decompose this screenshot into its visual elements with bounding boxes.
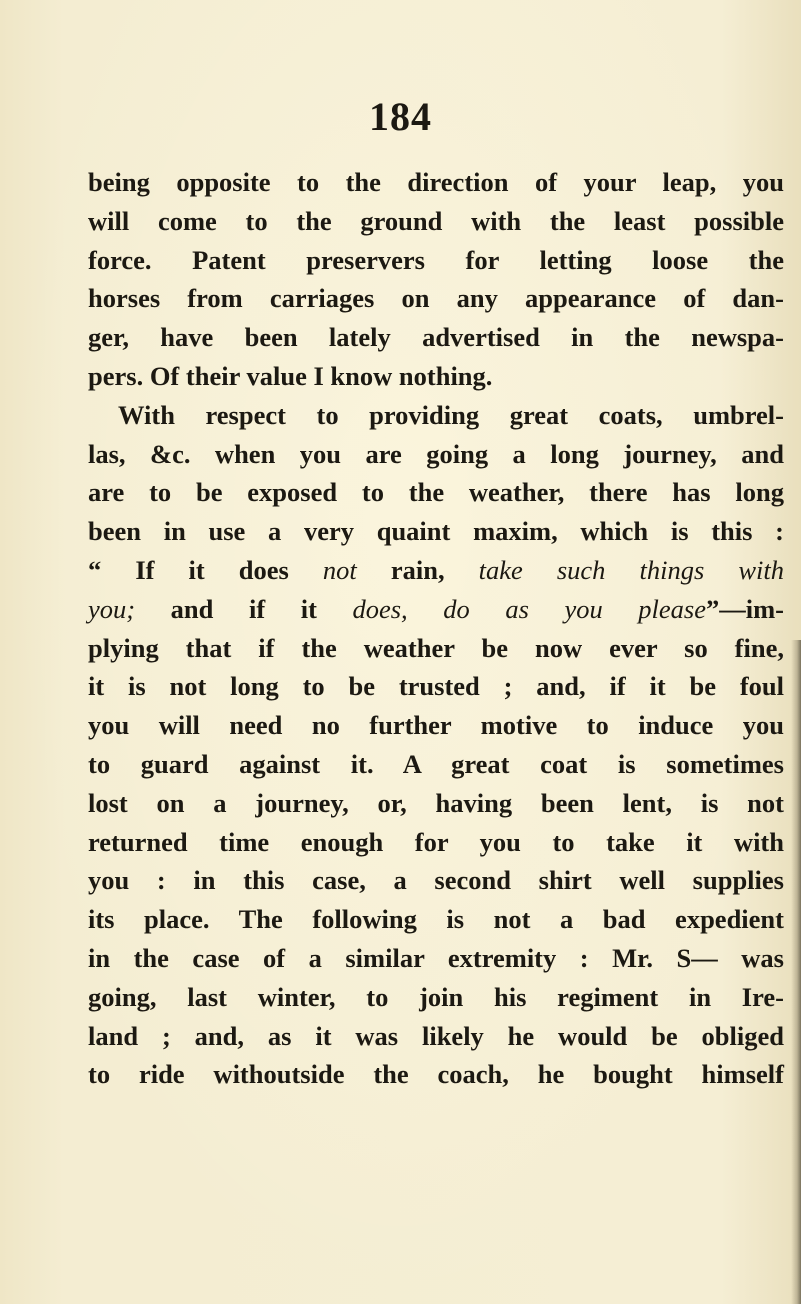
text-line: lost on a journey, or, having been lent, is not <box>88 787 784 818</box>
italic-segment: you; <box>88 593 136 624</box>
text-line: you : in this case, a second shirt well supplies <box>88 865 784 896</box>
text-segment <box>408 594 444 624</box>
text-line <box>88 590 784 629</box>
text-line: in the case of a similar extremity : Mr. S— was <box>88 942 784 973</box>
italic-segment: take such things with <box>478 554 784 585</box>
text-segment: and if it <box>135 593 353 624</box>
text-line: being opposite to the direction of your leap, you <box>88 167 784 197</box>
text-line: are to be exposed to the weather, there has long <box>88 477 784 508</box>
text-segment: rain, <box>356 554 479 585</box>
text-line: pers. Of their value I know nothing. <box>88 360 493 391</box>
text-line: plying that if the weather be now ever so fine, <box>88 632 784 663</box>
italic-segment: do as you please <box>443 593 706 624</box>
page-edge-shadow <box>791 640 801 1304</box>
text-line: With respect to providing great coats, umbrel- <box>118 399 784 430</box>
text-segment: ”—im- <box>705 593 784 624</box>
text-line: horses from carriages on any appearance of dan- <box>88 283 784 314</box>
page-number: 184 <box>369 94 432 139</box>
text-line: land ; and, as it was likely he would be obliged <box>88 1020 784 1051</box>
text-line: been in use a very quaint maxim, which is this : <box>88 516 784 547</box>
text-line: it is not long to be trusted ; and, if it be foul <box>88 671 784 702</box>
text-line: ger, have been lately advertised in the newspa- <box>88 322 784 353</box>
text-segment: “ If it does <box>88 554 323 585</box>
text-line: going, last winter, to join his regiment in Ire- <box>88 981 784 1012</box>
text-line <box>88 551 784 590</box>
text-line: you will need no further motive to induce you <box>88 710 784 741</box>
text-line: its place. The following is not a bad expedient <box>88 904 784 935</box>
text-line: force. Patent preservers for letting loose the <box>88 244 784 275</box>
italic-segment: not <box>322 554 357 585</box>
text-line: returned time enough for you to take it with <box>88 826 784 857</box>
text-line: las, &c. when you are going a long journey, and <box>88 438 784 469</box>
body-text <box>88 163 784 1094</box>
text-line: to ride withoutside the coach, he bought himself <box>88 1059 784 1090</box>
text-line: to guard against it. A great coat is sometimes <box>88 748 784 779</box>
text-line: will come to the ground with the least possible <box>88 205 784 236</box>
italic-segment: does, <box>352 593 408 624</box>
